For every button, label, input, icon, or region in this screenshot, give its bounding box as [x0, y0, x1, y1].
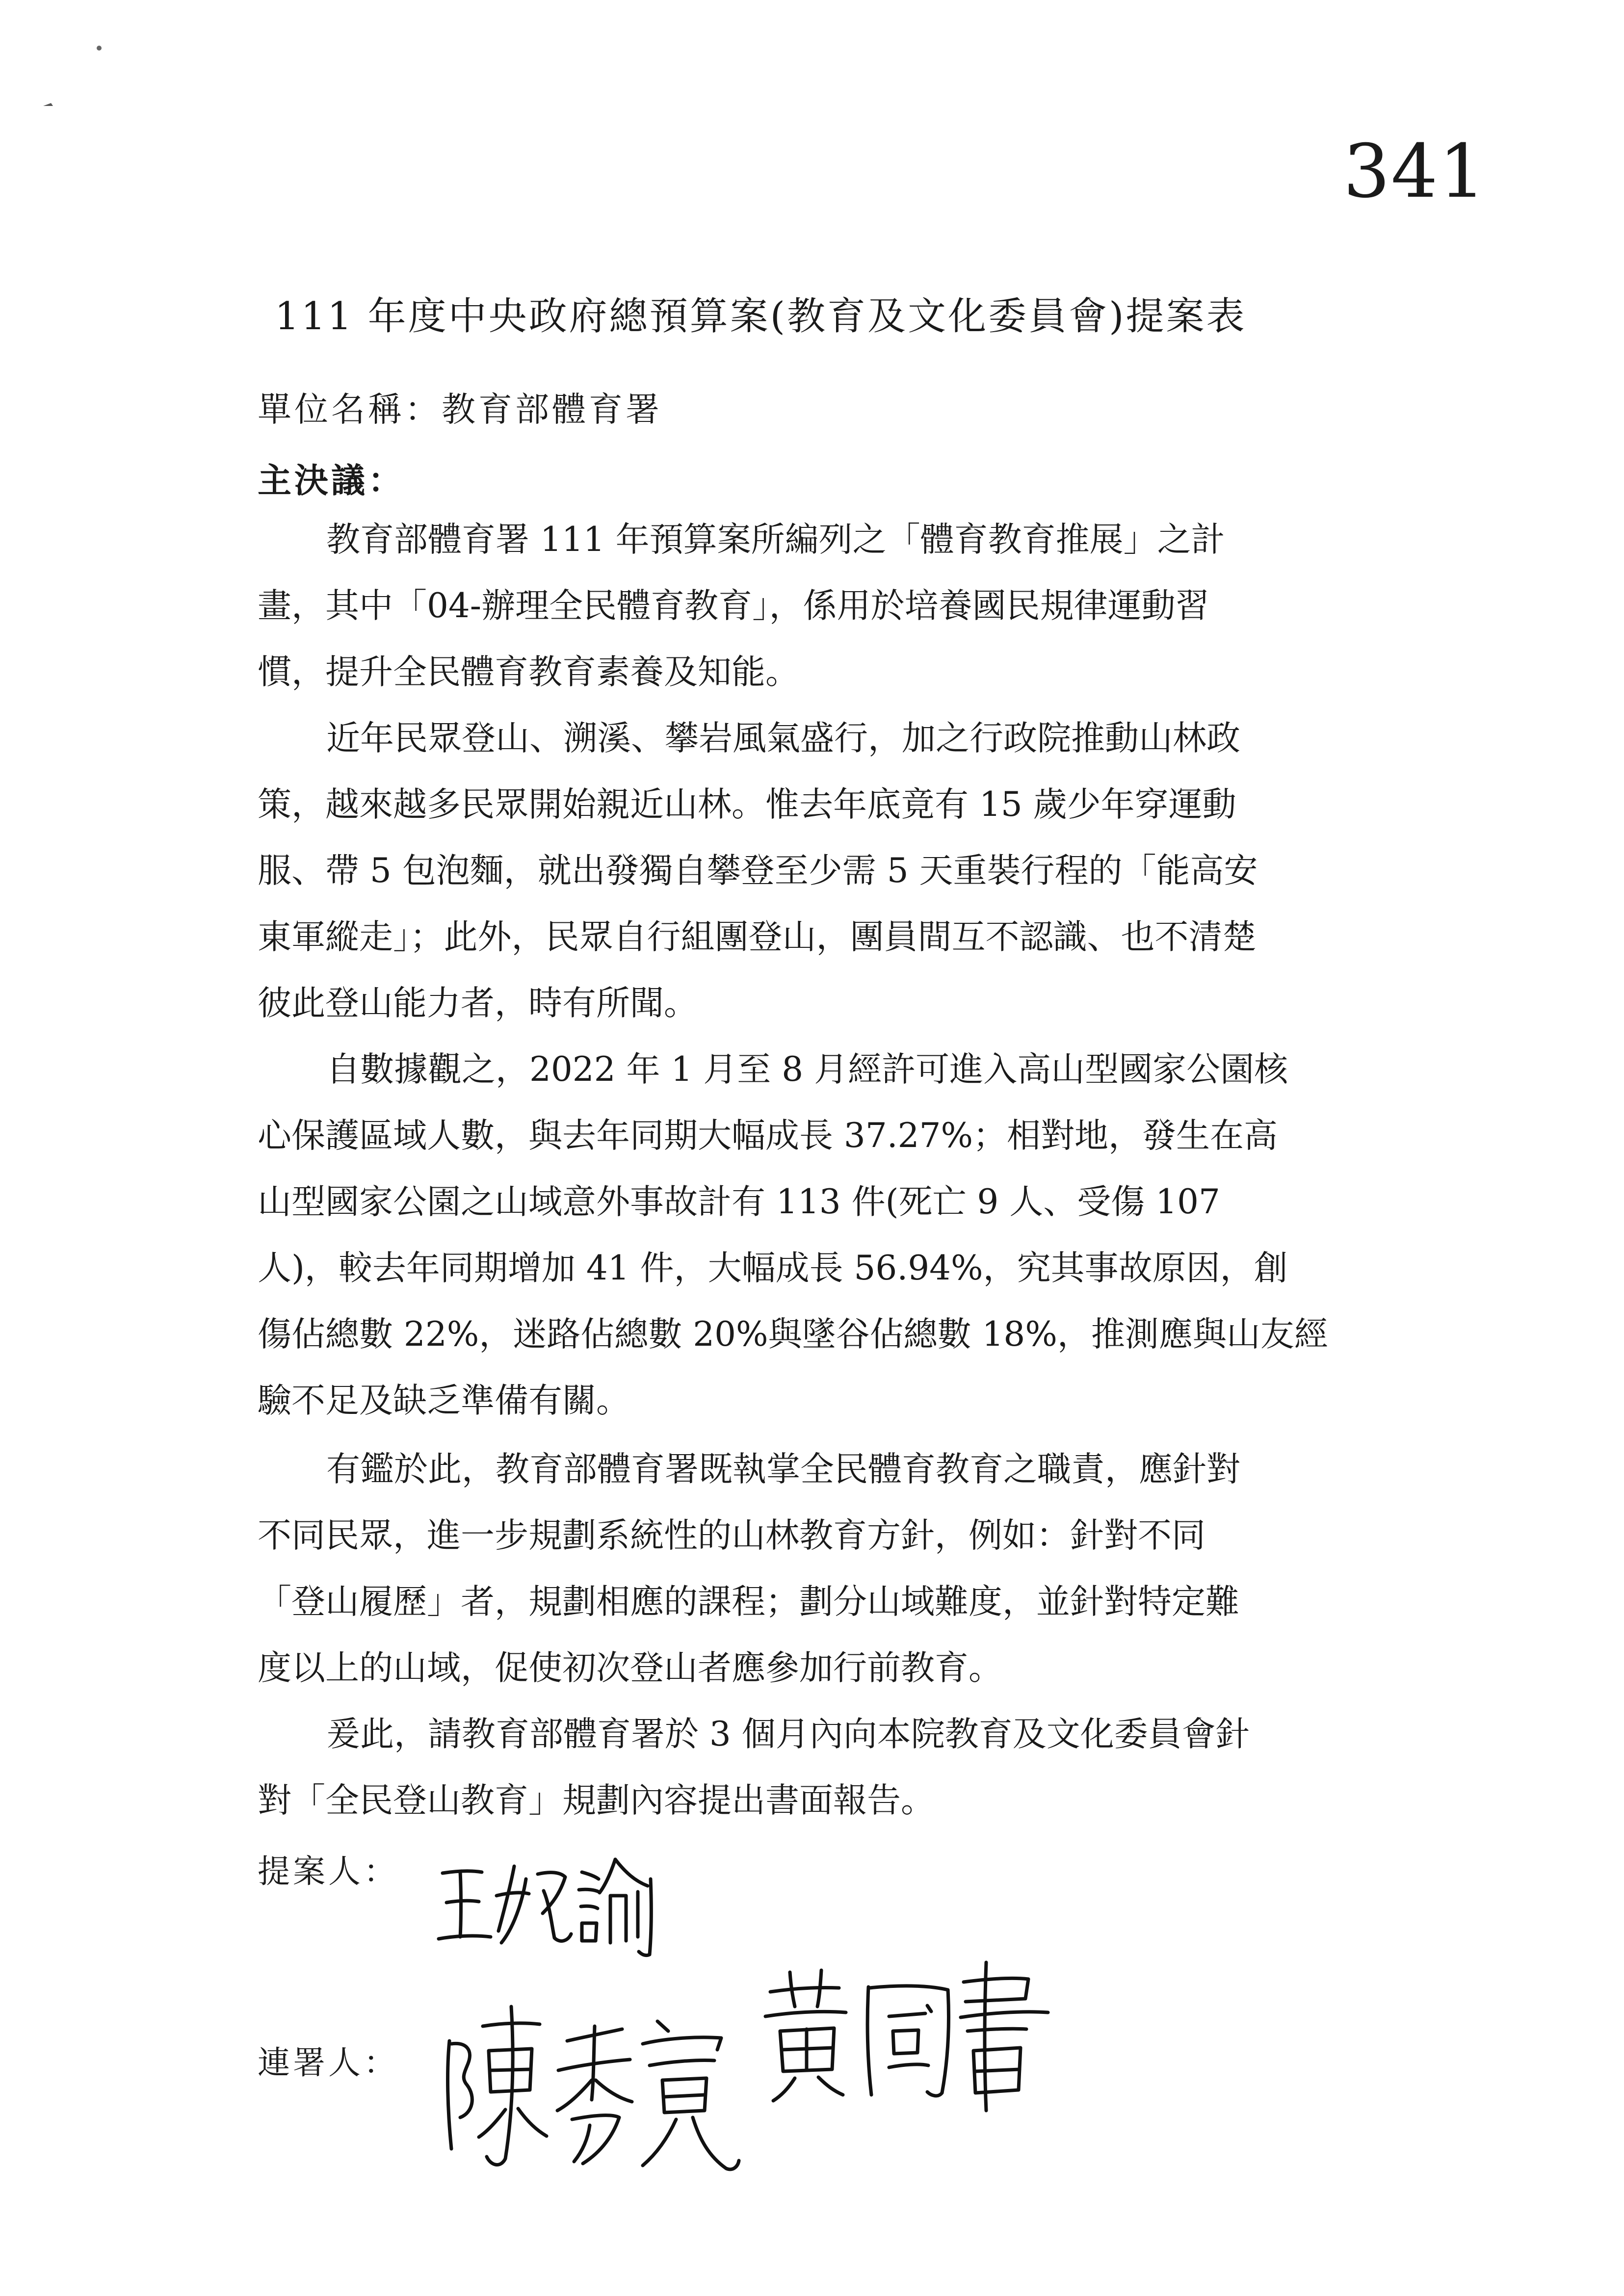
paragraph-line: 策，越來越多民眾開始親近山林。惟去年底竟有 15 歲少年穿運動 [258, 785, 1236, 824]
unit-name: 教育部體育署 [442, 390, 662, 429]
paragraph-line: 畫，其中「04-辦理全民體育教育」，係用於培養國民規律運動習 [258, 586, 1209, 626]
cosigner-signature-2 [756, 1957, 1060, 2114]
page-number: 341 [1343, 129, 1487, 214]
paragraph-line: 人)，較去年同期增加 41 件，大幅成長 56.94%，究其事故原因，創 [258, 1249, 1288, 1288]
paragraph-line: 爰此，請教育部體育署於 3 個月內向本院教育及文化委員會針 [326, 1715, 1250, 1754]
paragraph-line: 山型國家公園之山域意外事故計有 113 件(死亡 9 人、受傷 107 [258, 1182, 1220, 1222]
paragraph-line: 「登山履歷」者，規劃相應的課程；劃分山域難度，並針對特定難 [258, 1582, 1239, 1621]
paragraph-line: 自數據觀之，2022 年 1 月至 8 月經許可進入高山型國家公園核 [326, 1050, 1288, 1089]
paragraph-line: 傷佔總數 22%，迷路佔總數 20%與墜谷佔總數 18%，推測應與山友經 [258, 1315, 1328, 1354]
paragraph-line: 不同民眾，進一步規劃系統性的山林教育方針，例如：針對不同 [258, 1516, 1205, 1555]
paragraph-line: 慣，提升全民體育教育素養及知能。 [258, 652, 799, 692]
paragraph-line: 度以上的山域，促使初次登山者應參加行前教育。 [258, 1648, 1002, 1688]
paragraph-line: 服、帶 5 包泡麵，就出發獨自攀登至少需 5 天重裝行程的「能高安 [258, 851, 1258, 890]
paragraph-line: 近年民眾登山、溯溪、攀岩風氣盛行，加之行政院推動山林政 [326, 719, 1240, 758]
page-title: 111 年度中央政府總預算案(教育及文化委員會)提案表 [275, 294, 1247, 339]
paragraph-line: 東軍縱走」；此外，民眾自行組團登山，團員間互不認識、也不清楚 [258, 917, 1257, 957]
paragraph-line: 驗不足及缺乏準備有關。 [258, 1381, 630, 1420]
paragraph-line: 對「全民登山教育」規劃內容提出書面報告。 [258, 1781, 935, 1820]
proposer-signature [432, 1845, 667, 1962]
paragraph-line: 教育部體育署 111 年預算案所編列之「體育教育推展」之計 [326, 520, 1225, 559]
unit-label: 單位名稱： [258, 390, 442, 429]
cosigner-label: 連署人： [258, 2044, 399, 2082]
cosigner-signature-1 [432, 1997, 746, 2183]
paragraph-line: 彼此登山能力者，時有所聞。 [258, 984, 698, 1023]
resolution-heading: 主決議： [258, 461, 405, 500]
paragraph-line: 有鑑於此，教育部體育署既執掌全民體育教育之職責，應針對 [326, 1450, 1240, 1489]
paragraph-line: 心保護區域人數，與去年同期大幅成長 37.27%；相對地，發生在高 [258, 1116, 1278, 1155]
proposer-label: 提案人： [258, 1852, 399, 1890]
unit-line [258, 385, 1043, 434]
